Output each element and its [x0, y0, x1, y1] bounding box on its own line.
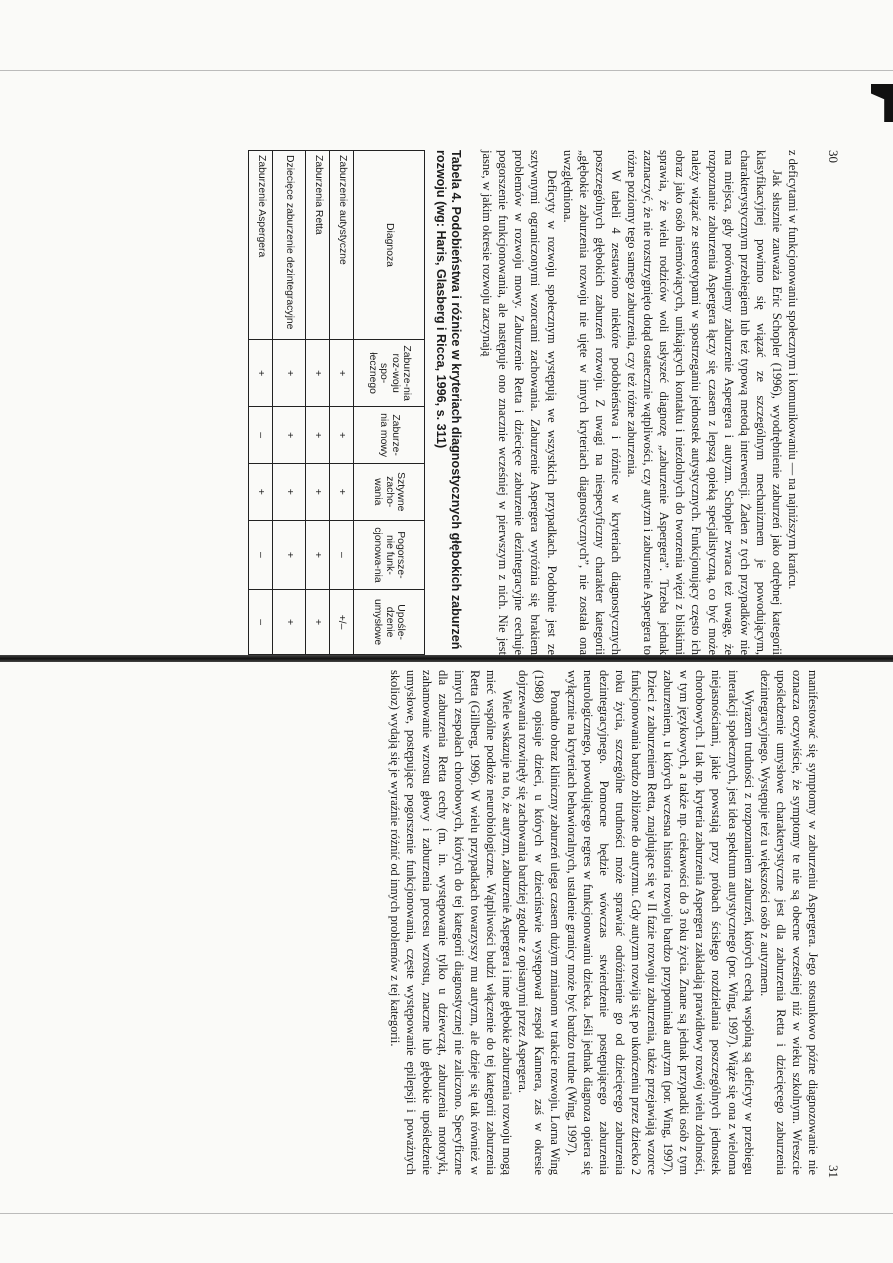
table-row [330, 151, 354, 655]
diagnosis-table [248, 150, 425, 655]
table-header-cell: Upośle-dzenie umysłowe [354, 590, 425, 655]
table-cell-diagnosis: Zaburzenie Aspergera [249, 151, 273, 340]
table-row [249, 151, 273, 655]
table-cell: – [249, 590, 273, 655]
table-cell: + [306, 407, 330, 464]
left-page [248, 150, 801, 655]
table-cell: + [249, 463, 273, 520]
table-cell: + [273, 407, 306, 464]
table-cell: + [273, 463, 306, 520]
table-header-cell: Sztywne zacho-wania [354, 463, 425, 520]
table-cell-diagnosis: Dziecięce zaburzenie dezintegracyjne [273, 151, 306, 340]
table-cell-diagnosis: Zaburzenie autystyczne [330, 151, 354, 340]
table-cell: + [306, 520, 330, 590]
table-header-cell: Zaburze-nia roz-woju spo-łecznego [354, 340, 425, 407]
table-cell: + [306, 590, 330, 655]
table-header-cell: Zaburze-nia mowy [354, 407, 425, 464]
table-cell: + [273, 520, 306, 590]
table-cell: – [249, 407, 273, 464]
page-number-right: 31 [826, 1165, 841, 1178]
paragraph: Ponadto obraz kliniczny zaburzeń ulega czasem dużym zmianom w trakcie rozwoju. Lorna Wing (1988) opisuje dzieci, u których w dzieciństwie występował zespół Kannera, zaś w okresie dojrzewania rozwinęły się zachowania bardziej zgodne z opisanymi przez Aspergera. [516, 670, 563, 1175]
table-cell: + [330, 407, 354, 464]
table-row [306, 151, 330, 655]
right-page [386, 670, 821, 1175]
table-cell: + [249, 340, 273, 407]
table-header-row [354, 151, 425, 655]
paragraph: Jak słusznie zauważa Eric Schopler (1996), wyodrębnienie zaburzeń jako odrębnej kategorii klasyfikacyjnej powinno się wiązać ze szczególnym mechanizmem je powodującym, charakterystycznym przebiegiem lub też typową metodą interwencji. Żaden z tych przypadków nie ma miejsca, gdy porównujemy zaburzenie Aspergera i autyzm. Schopler zwraca też uwagę, że rozpoznanie zaburzenia Aspergera łączy się czasem z lepszą opieką specjalistyczną, co być może należy wiązać ze stereotypami w spostrzeganiu jednostek autystycznych. Funkcjonujący często ich obraz jako osób niemówiących, unikających kontaktu i niezdolnych do tworzenia więzi z bliskimi sprawia, że wielu rodziców woli usłyszeć diagnozę „zaburzenie Aspergera”. Trzeba jednak zaznaczyć, że nie rozstrzygnięto dotąd ostatecznie wątpliwości, czy autyzm i zaburzenie Aspergera to różne poziomy tego samego zaburzenia, czy też różne zaburzenia. [625, 150, 784, 655]
table-cell-diagnosis: Zaburzenia Retta [306, 151, 330, 340]
table-cell: – [249, 520, 273, 590]
paragraph: Wyrazem trudności z rozpoznaniem zaburzeń, których cechą wspólną są deficyty w przebiegu interakcji społecznych, jest idea spektrum autystycznego (por. Wing, 1997). Wiąże się ona z wieloma niejasnościami, jakie powstają przy próbach ścisłego rozdzielania poszczególnych jednostek chorobowych. I tak np. kryteria zaburzenia Aspergera zakładają prawidłowy rozwój wielu zdolności, w tym językowych, a także np. ciekawości do 3 roku życia. Znane są jednak przypadki osób z tym zaburzeniem, u których wczesna historia rozwoju bardzo przypominała autyzm (por. Wing, 1997). Dzieci z zaburzeniem Retta, znajdujące się w II fazie rozwoju zaburzenia, także przejawiają wzorce funkcjonowania bardzo zbliżone do autyzmu. Gdy autyzm rozwija się po ukończeniu przez dziecko 2 roku życia, szczególne trudności może sprawiać odróżnienie go od dziecięcego zaburzenia dezintegracyjnego. Pomocne będzie wówczas stwierdzenie postępującego zaburzenia neurologicznego, powodującego regres w funkcjonowaniu dziecka. Jeśli jednak diagnoza opiera się wyłącznie na kryteriach behawioralnych, ustalenie granicy może być bardzo trudne (Wing, 1997). [564, 670, 756, 1175]
paragraph: manifestować się symptomy w zaburzeniu Aspergera. Jego stosunkowo późne diagnozowanie nie oznacza oczywiście, że symptomy te nie są obecne wcześniej niż w wieku szkolnym. Wreszcie upośledzenie umysłowe charakterystyczne jest dla zaburzenia Retta i dziecięcego zaburzenia dezintegracyjnego. Występuje też u większości osób z autyzmem. [757, 670, 820, 1175]
table-cell: + [330, 340, 354, 407]
page-number-left: 30 [826, 150, 841, 163]
table-cell: + [273, 590, 306, 655]
table-header-cell: Pogorsze-nie funk-cjonowa-nia [354, 520, 425, 590]
table-cell: + [330, 463, 354, 520]
table-cell: + [306, 463, 330, 520]
paragraph: Wiele wskazuje na to, że autyzm, zaburzenie Aspergera i inne głębokie zaburzenia rozwoju mogą mieć wspólne podłoże neurobiologiczne. Wątpliwości budzi włączenie do tej kategorii zaburzenia Retta (Gillberg, 1996). W wielu przypadkach towarzyszy mu autyzm, ale dzieje się tak również w innych zespołach chorobowych, których do tej kategorii diagnostycznej nie zaliczono. Specyficzne dla zaburzenia Retta cechy (m. in. występowanie tylko u dziewcząt, zaburzenia motoryki, zahamowanie wzrostu głowy i zaburzenia procesu wzrostu, znaczne lub głębokie upośledzenie umysłowe, postępujące pogorszenie funkcjonowania, częste występowanie epilepsji i poważnych skolioz) wydają się je wyraźnie różnić od innych problemów z tej kategorii. [387, 670, 515, 1175]
table-caption: Tabela 4. Podobieństwa i różnice w kryteriach diagnostycznych głębokich zaburzeń rozwoju (wg: Haris, Glasberg i Ricca, 1996, s. 311) [434, 150, 464, 650]
paragraph: z deficytami w funkcjonowaniu społecznym i komunikowaniu — na najniższym krańcu. [786, 150, 800, 590]
table-cell: +/– [330, 590, 354, 655]
paragraph: W tabeli 4 zestawiono niektóre podobieństwa i różnice w kryteriach diagnostycznych poszczególnych głębokich zaburzeń rozwoju. Z uwagi na niespecyficzny charakter kategorii „głębokie zaburzenia rozwoju nie ujęte w innych kryteriach diagnostycznych”, nie została ona uwzględniona. [560, 150, 623, 655]
table-header-cell: Diagnoza [354, 151, 425, 340]
table-row [273, 151, 306, 655]
paragraph: Deficyty w rozwoju społecznym występują we wszystkich przypadkach. Podobnie jest ze sztywnymi ograniczonymi wzorcami zachowania. Zaburzenie Aspergera wyróżnia się brakiem problemów w rozwoju mowy. Zaburzenie Retta i dziecięce zaburzenie dezintegracyjne cechuje pogorszenie funkcjonowania, ale następuje ono znacznie wcześniej w pierwszym z nich. Nie jest jasne, w jakim okresie rozwoju zaczynają [480, 150, 559, 655]
table-cell: – [330, 520, 354, 590]
table-cell: + [273, 340, 306, 407]
table-cell: + [306, 340, 330, 407]
